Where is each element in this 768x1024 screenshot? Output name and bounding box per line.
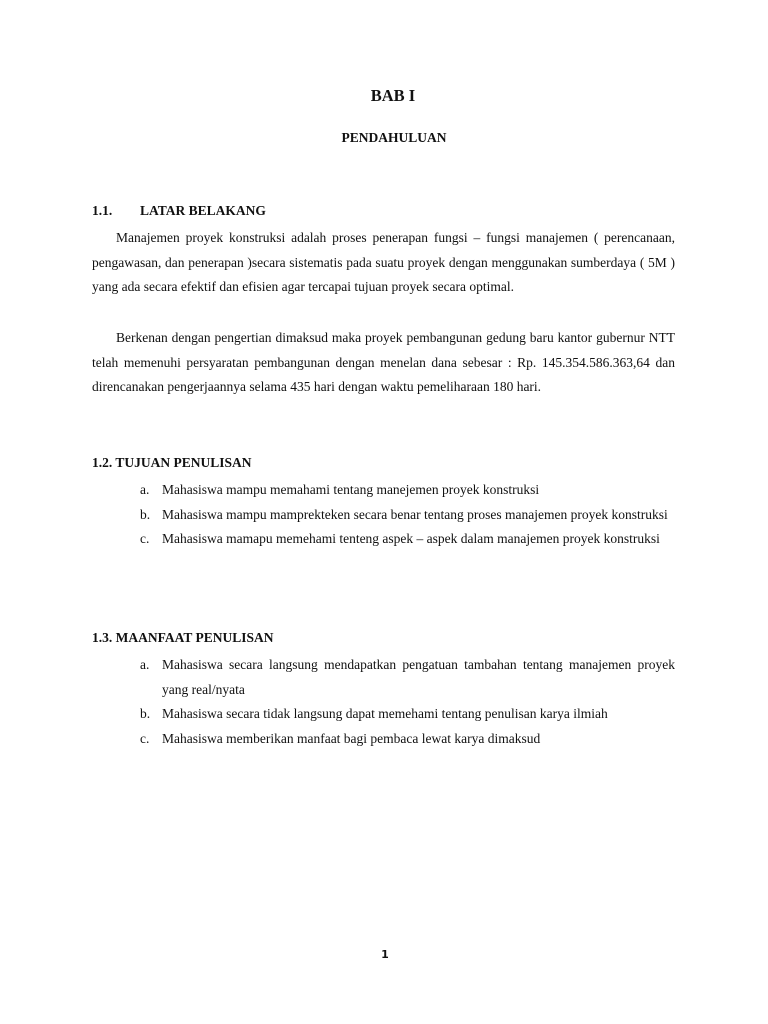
list-item-text: Mahasiswa memberikan manfaat bagi pembaca lewat karya dimaksud — [162, 730, 541, 746]
list-item — [92, 702, 675, 727]
list-item — [92, 478, 675, 503]
paragraph: Berkenan dengan pengertian dimaksud maka proyek pembangunan gedung baru kantor gubernur NTT telah memenuhi persyaratan pembangunan dengan menelan dana sebesar : Rp. 145.354.586.363,64 dan direncanakan pengerjaannya selama 435 hari dengan waktu pemeliharaan 180 hari. — [92, 330, 675, 394]
section-number: 1.2. — [92, 455, 113, 470]
tujuan-list — [92, 478, 675, 552]
list-marker: b. — [140, 506, 151, 522]
section-heading-maanfaat-penulisan — [92, 630, 274, 646]
list-marker: b. — [140, 706, 151, 721]
list-marker: a. — [140, 482, 150, 497]
list-item — [92, 503, 675, 528]
list-item-text: Mahasiswa secara tidak langsung dapat memehami tentang penulisan karya ilmiah — [162, 706, 608, 721]
list-item — [92, 527, 675, 552]
list-item-text: Mahasiswa secara langsung mendapatkan pengatuan tambahan tentang manajemen proyek yang real/nyata — [162, 657, 675, 697]
chapter-title: BAB I — [370, 86, 416, 105]
list-item-text: Mahasiswa mamapu memehami tenteng aspek – aspek dalam manajemen proyek konstruksi — [162, 531, 660, 546]
list-marker: a. — [140, 657, 150, 672]
section-number: 1.3. — [92, 630, 113, 645]
page-number: 1 — [381, 948, 389, 961]
section-title: LATAR BELAKANG — [140, 203, 266, 218]
list-marker: c. — [140, 730, 150, 746]
section-heading-latar-belakang — [92, 203, 266, 219]
list-item-text: Mahasiswa mampu memahami tentang manejemen proyek konstruksi — [162, 482, 540, 497]
section-number: 1.1. — [92, 203, 113, 218]
section-title: TUJUAN PENULISAN — [115, 455, 252, 470]
list-item-text: Mahasiswa mampu mamprekteken secara benar tentang proses manajemen proyek konstruksi — [162, 506, 668, 522]
list-item — [92, 653, 675, 702]
list-item — [92, 727, 675, 752]
section-title: MAANFAAT PENULISAN — [115, 630, 274, 645]
section-heading-tujuan-penulisan — [92, 455, 252, 471]
chapter-subtitle: PENDAHULUAN — [341, 130, 447, 145]
manfaat-list — [92, 653, 675, 751]
paragraph: Manajemen proyek konstruksi adalah proses penerapan fungsi – fungsi manajemen ( perencanaan, pengawasan, dan penerapan )secara sistematis pada suatu proyek dengan menggunakan sumberdaya ( 5M ) yang ada secara efektif dan efisien agar tercapai tujuan proyek secara optimal. — [92, 230, 675, 294]
list-marker: c. — [140, 531, 150, 546]
